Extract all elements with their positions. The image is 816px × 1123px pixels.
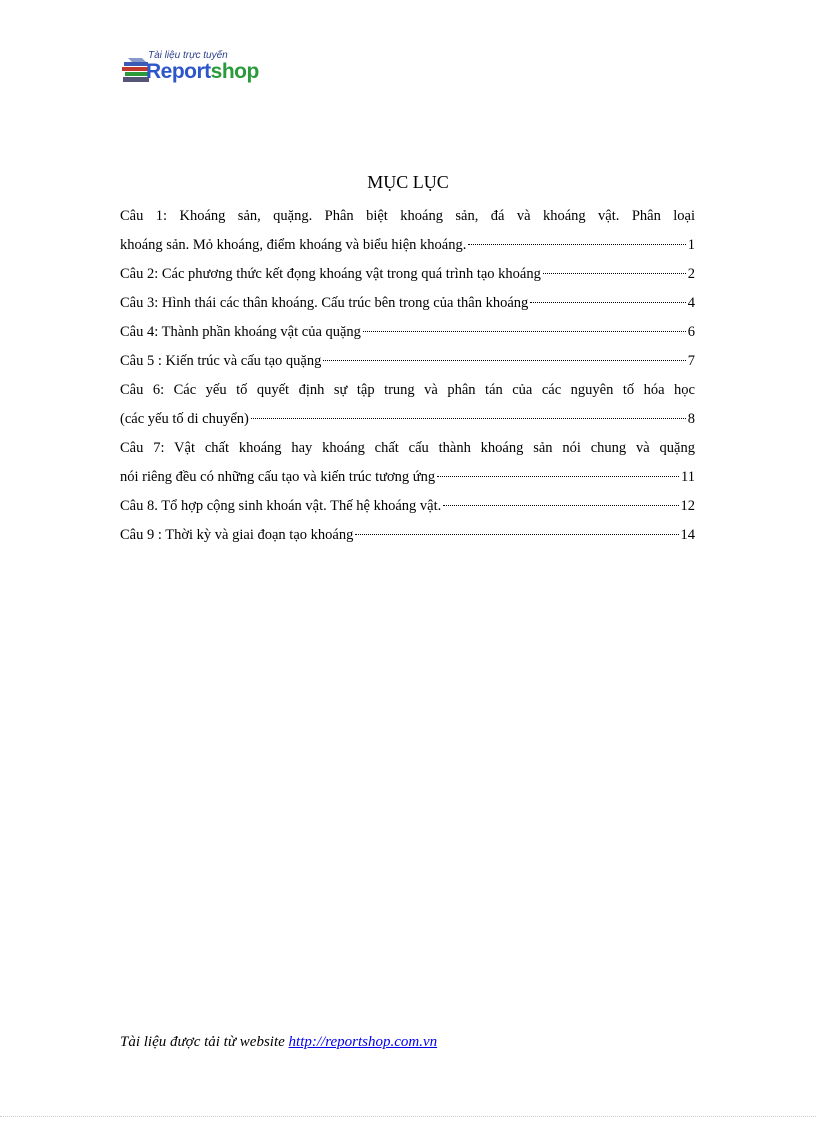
toc-dot-leader	[530, 302, 685, 303]
toc-line	[120, 376, 695, 405]
toc-entry-text: Câu 6: Các yếu tố quyết định sự tập trung và phân tán của các nguyên tố hóa học	[120, 382, 695, 398]
toc-page-number: 12	[680, 498, 695, 514]
toc-entry-text: Câu 5 : Kiến trúc và cấu tạo quặng	[120, 353, 322, 369]
toc-dot-leader	[543, 273, 686, 274]
toc-entry-text: Câu 2: Các phương thức kết đọng khoáng vật trong quá trình tạo khoáng	[120, 266, 541, 282]
toc-page-number: 8	[687, 411, 695, 427]
toc-entry-text: Câu 1: Khoáng sản, quặng. Phân biệt khoáng sản, đá và khoáng vật. Phân loại	[120, 208, 695, 224]
toc-line	[120, 260, 695, 289]
toc-line	[120, 231, 695, 260]
toc-entry-text: nói riêng đều có những cấu tạo và kiến trúc tương ứng	[120, 469, 436, 485]
toc-line	[120, 289, 695, 318]
toc-entry[interactable]	[120, 318, 695, 347]
toc-entry[interactable]	[120, 492, 695, 521]
toc-entry-text: (các yếu tố di chuyển)	[120, 411, 249, 427]
page-divider	[0, 1116, 816, 1117]
logo-brand-shop: shop	[210, 60, 259, 83]
toc-dot-leader	[437, 476, 679, 477]
toc-page-number: 1	[687, 237, 695, 253]
toc-page-number: 11	[681, 469, 695, 485]
toc-line	[120, 492, 695, 521]
toc-entry[interactable]	[120, 434, 695, 492]
toc-entry[interactable]	[120, 376, 695, 434]
toc-entry-text: Câu 8. Tổ hợp cộng sinh khoán vật. Thế hệ khoáng vật.	[120, 498, 442, 514]
toc-entry-text: Câu 3: Hình thái các thân khoáng. Cấu trúc bên trong của thân khoáng	[120, 295, 529, 311]
toc-entry[interactable]	[120, 521, 695, 550]
toc-dot-leader	[251, 418, 686, 419]
toc-page-number: 6	[687, 324, 695, 340]
logo-brand-report: Report	[146, 60, 211, 83]
toc-dot-leader	[443, 505, 678, 506]
toc-line	[120, 318, 695, 347]
reportshop-logo	[122, 50, 282, 90]
toc-dot-leader	[323, 360, 685, 361]
footer-text: Tài liệu được tải từ website	[120, 1034, 289, 1050]
toc-entry[interactable]	[120, 202, 695, 260]
footer-link[interactable]: http://reportshop.com.vn	[288, 1034, 438, 1050]
toc-line	[120, 463, 695, 492]
toc-entry-text: Câu 9 : Thời kỳ và giai đoạn tạo khoáng	[120, 527, 354, 543]
toc-entry[interactable]	[120, 347, 695, 376]
toc-page-number: 14	[680, 527, 695, 543]
table-of-contents	[120, 202, 695, 550]
toc-entry[interactable]	[120, 289, 695, 318]
logo-tagline: Tài liệu trực tuyến	[148, 50, 228, 61]
footer	[120, 1034, 437, 1051]
toc-line	[120, 521, 695, 550]
toc-entry[interactable]	[120, 260, 695, 289]
toc-line	[120, 405, 695, 434]
toc-dot-leader	[363, 331, 686, 332]
toc-line	[120, 202, 695, 231]
toc-line	[120, 434, 695, 463]
toc-dot-leader	[355, 534, 678, 535]
logo-brand	[146, 60, 259, 84]
toc-page-number: 2	[687, 266, 695, 282]
page-title: MỤC LỤC	[367, 172, 449, 192]
toc-entry-text: Câu 7: Vật chất khoáng hay khoáng chất cấu thành khoáng sản nói chung và quặng	[120, 440, 695, 456]
toc-page-number: 7	[687, 353, 695, 369]
toc-line	[120, 347, 695, 376]
toc-page-number: 4	[687, 295, 695, 311]
toc-entry-text: khoáng sản. Mỏ khoáng, điểm khoáng và biểu hiện khoáng.	[120, 237, 467, 253]
toc-entry-text: Câu 4: Thành phần khoáng vật của quặng	[120, 324, 361, 340]
toc-dot-leader	[468, 244, 685, 245]
